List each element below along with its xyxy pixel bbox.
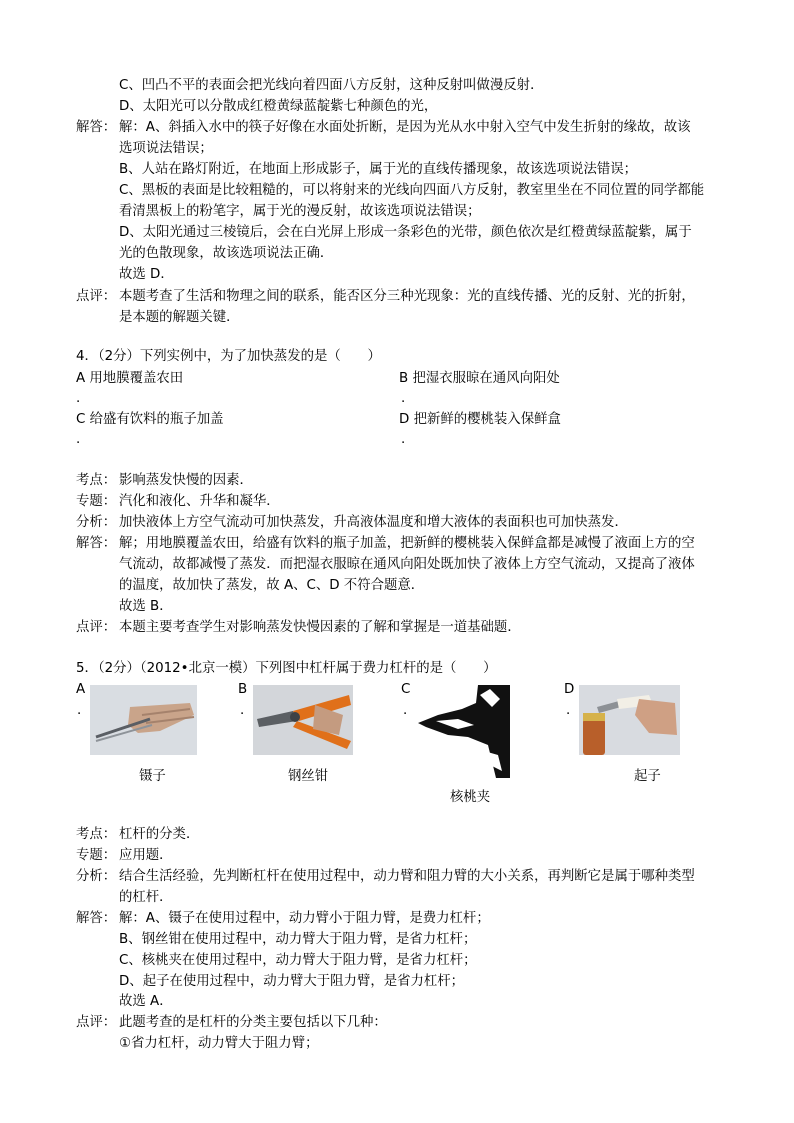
q5-stem: 5．（2分）（2012•北京一模）下列图中杠杆属于费力杠杆的是（ ） — [76, 661, 497, 676]
q4-zhuanti-label: 专题： — [76, 494, 117, 509]
q3-answer-line: B、人站在路灯附近，在地面上形成影子，属于光的直线传播现象，故该选项说法错误； — [119, 162, 638, 177]
q5-zhuanti-label: 专题： — [76, 848, 117, 863]
q5-option-c-caption: 核桃夹 — [450, 790, 491, 805]
q4-answer-line: 解；用地膜覆盖农田，给盛有饮料的瓶子加盖，把新鲜的樱桃装入保鲜盒都是减慢了液面上方的空 — [119, 536, 695, 551]
q4-kaodian-label: 考点： — [76, 473, 117, 488]
q5-comment-line: ①省力杠杆，动力臂大于阻力臂； — [119, 1036, 319, 1051]
q3-comment-label: 点评： — [76, 289, 117, 304]
q5-answer-line: B、钢丝钳在使用过程中，动力臂大于阻力臂，是省力杠杆； — [119, 932, 477, 947]
q5-option-d-letter: D — [564, 682, 575, 697]
q3-option-c-line: C、凹凸不平的表面会把光线向着四面八方反射，这种反射叫做漫反射． — [119, 78, 544, 93]
q5-kaodian: 杠杆的分类． — [119, 827, 200, 842]
q5-option-c-letter: C — [401, 682, 411, 697]
q4-kaodian: 影响蒸发快慢的因素． — [119, 473, 253, 488]
q5-answer-line: C、核桃夹在使用过程中，动力臂大于阻力臂，是省力杠杆； — [119, 953, 477, 968]
tweezers-image — [90, 685, 197, 755]
q4-fenxi: 加快液体上方空气流动可加快蒸发，升高液体温度和增大液体的表面积也可加快蒸发． — [119, 515, 628, 530]
q4-answer-line: 气流动，故都减慢了蒸发．而把湿衣服晾在通风向阳处既加快了液体上方空气流动，又提高了液体 — [119, 557, 695, 572]
q5-kaodian-label: 考点： — [76, 827, 117, 842]
q3-answer-choice: 故选 D． — [119, 267, 174, 282]
q3-answer-line: C、黑板的表面是比较粗糙的，可以将射来的光线向四面八方反射，教室里坐在不同位置的同学都能 — [119, 183, 705, 198]
q3-option-d-line: D、太阳光可以分散成红橙黄绿蓝靛紫七种颜色的光， — [119, 99, 438, 114]
q3-comment-line: 是本题的解题关键． — [119, 310, 240, 325]
q5-option-d-caption: 起子 — [634, 769, 661, 784]
q3-answer-line: D、太阳光通过三棱镜后，会在白光屏上形成一条彩色的光带，颜色依次是红橙黄绿蓝靛紫，属于 — [119, 225, 692, 240]
q4-answer-choice: 故选 B． — [119, 599, 173, 614]
q5-option-dot: . — [403, 703, 408, 718]
q5-fenxi-line: 的杠杆． — [119, 890, 173, 905]
q5-answer-line: D、起子在使用过程中，动力臂大于阻力臂，是省力杠杆； — [119, 974, 465, 989]
q4-option-dot: . — [401, 432, 406, 447]
q5-option-dot: . — [77, 703, 82, 718]
q4-option-d: D 把新鲜的樱桃装入保鲜盒 — [399, 412, 561, 427]
q3-comment-line: 本题考查了生活和物理之间的联系，能否区分三种光现象：光的直线传播、光的反射、光的折射， — [119, 289, 695, 304]
q4-option-dot: . — [401, 391, 406, 406]
q5-fenxi-line: 结合生活经验，先判断杠杆在使用过程中，动力臂和阻力臂的大小关系，再判断它是属于哪种类型 — [119, 869, 695, 884]
q3-answer-label: 解答： — [76, 120, 117, 135]
bottle-opener-image — [579, 685, 680, 755]
pliers-image — [253, 685, 353, 755]
q3-answer-line: 光的色散现象，故该选项说法正确． — [119, 246, 334, 261]
q5-option-a-caption: 镊子 — [139, 769, 166, 784]
q5-answer-label: 解答： — [76, 911, 117, 926]
q5-fenxi-label: 分析： — [76, 869, 117, 884]
q4-comment: 本题主要考查学生对影响蒸发快慢因素的了解和掌握是一道基础题． — [119, 620, 521, 635]
q5-option-b-letter: B — [238, 682, 248, 697]
q4-option-dot: . — [76, 432, 81, 447]
q4-comment-label: 点评： — [76, 620, 117, 635]
q5-option-dot: . — [566, 703, 571, 718]
q5-zhuanti: 应用题． — [119, 848, 173, 863]
q4-option-a: A 用地膜覆盖农田 — [76, 371, 184, 386]
q5-option-a-letter: A — [76, 682, 86, 697]
q4-answer-label: 解答： — [76, 536, 117, 551]
q5-comment-label: 点评： — [76, 1015, 117, 1030]
q5-answer-line: 解：A、镊子在使用过程中，动力臂小于阻力臂，是费力杠杆； — [119, 911, 490, 926]
q4-stem: 4．（2分）下列实例中，为了加快蒸发的是（ ） — [76, 349, 381, 364]
q3-answer-line: 看清黑板上的粉笔字，属于光的漫反射，故该选项说法错误； — [119, 204, 481, 219]
q4-option-dot: . — [76, 391, 81, 406]
q4-option-c: C 给盛有饮料的瓶子加盖 — [76, 412, 224, 427]
q5-answer-choice: 故选 A． — [119, 994, 173, 1009]
q3-answer-line: 选项说法错误； — [119, 141, 213, 156]
q5-option-dot: . — [240, 703, 245, 718]
q5-option-b-caption: 钢丝钳 — [288, 769, 329, 784]
q4-option-b: B 把湿衣服晾在通风向阳处 — [399, 371, 560, 386]
nutcracker-image — [418, 685, 510, 778]
q4-fenxi-label: 分析： — [76, 515, 117, 530]
q5-comment-line: 此题考查的是杠杆的分类主要包括以下几种： — [119, 1015, 387, 1030]
q3-answer-line: 解：A、斜插入水中的筷子好像在水面处折断，是因为光从水中射入空气中发生折射的缘故，故该 — [119, 120, 691, 135]
q4-zhuanti: 汽化和液化、升华和凝华． — [119, 494, 280, 509]
q4-answer-line: 的温度，故加快了蒸发，故 A、C、D 不符合题意． — [119, 578, 425, 593]
